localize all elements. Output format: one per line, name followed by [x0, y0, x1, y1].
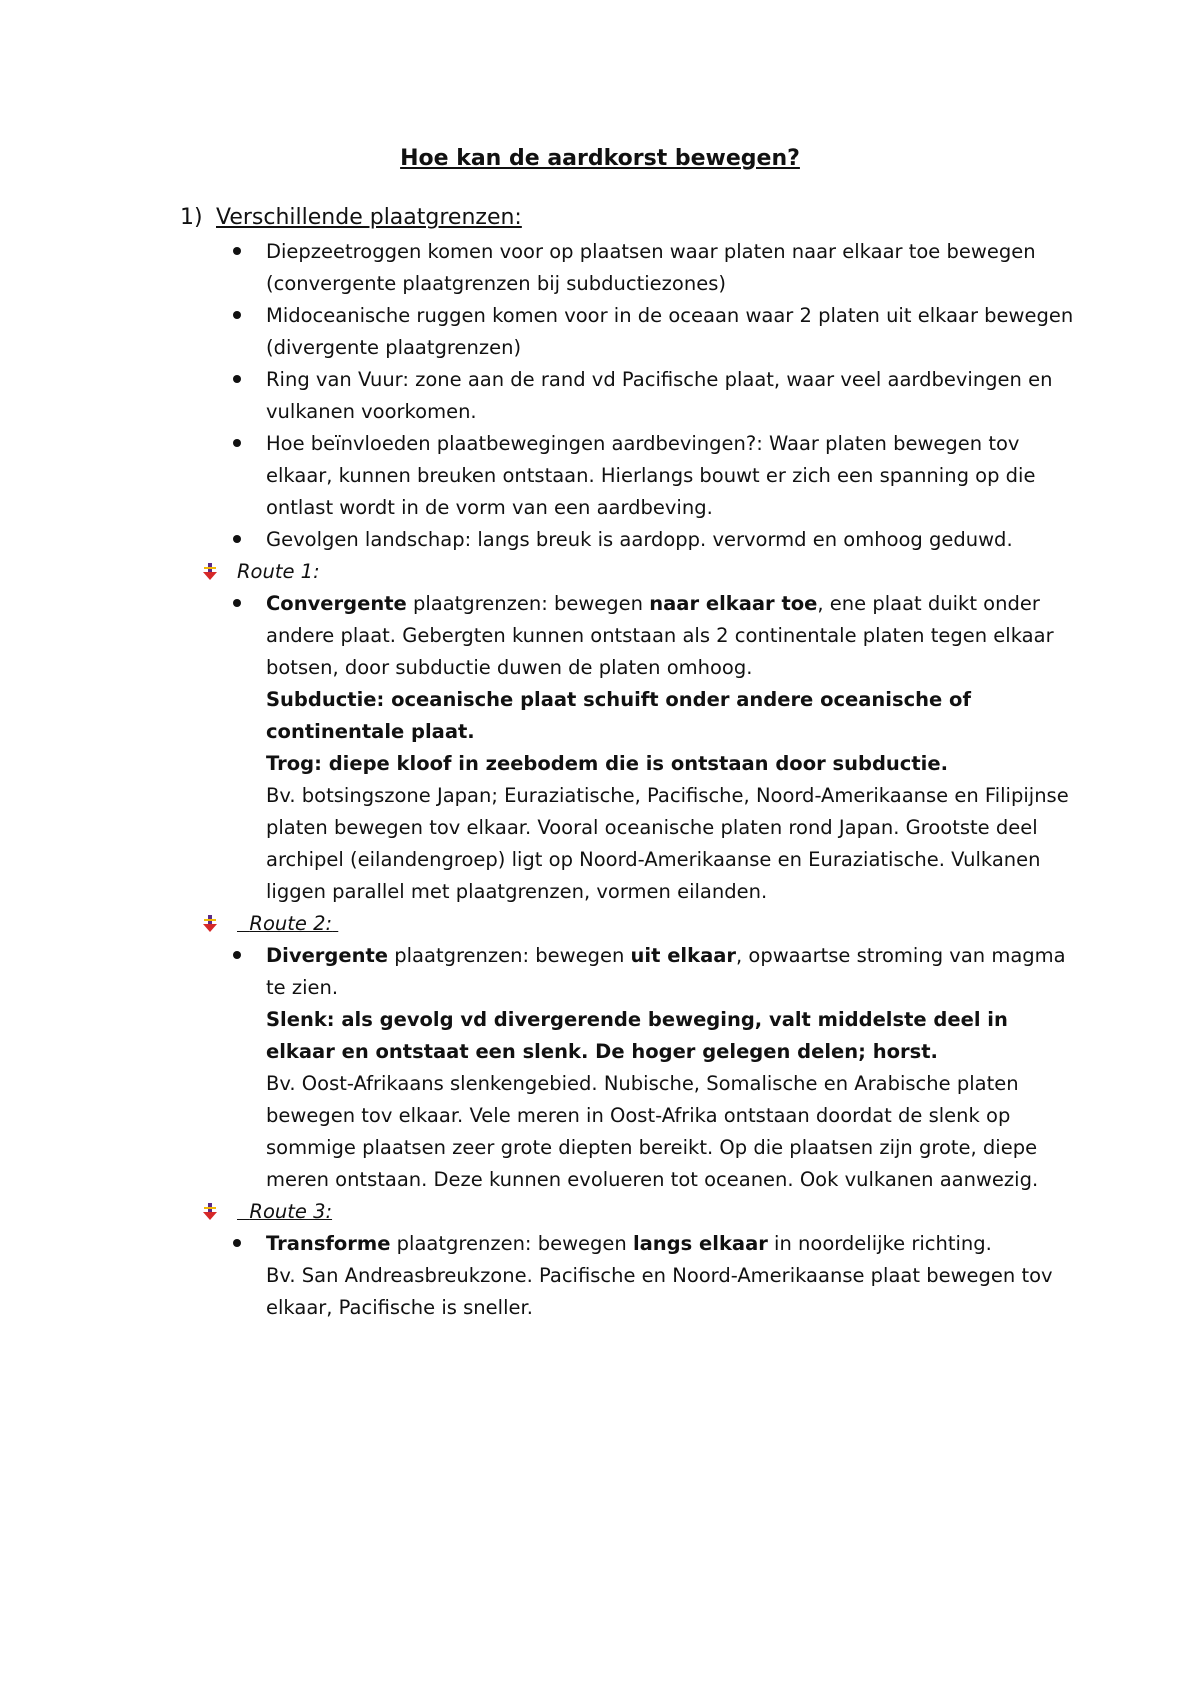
route-1-heading: [0, 556, 1200, 588]
route-2-list: [0, 940, 1076, 1196]
route-1-bold: naar elkaar toe: [649, 592, 818, 615]
list-item: [266, 428, 1076, 524]
bullet-text: Diepzeetroggen komen voor op plaatsen waar platen naar elkaar toe bewegen (convergente plaatgrenzen bij subductiezones): [266, 240, 1036, 295]
list-item: [266, 524, 1076, 556]
arrow-down-icon: [202, 563, 218, 581]
route-3-term: Transforme: [266, 1232, 391, 1255]
route-1-list: [0, 588, 1076, 908]
document-title: Hoe kan de aardkorst bewegen?: [400, 146, 800, 171]
bullet-dot-icon: [233, 247, 241, 255]
section-heading: [180, 203, 522, 233]
route-1-term: Convergente: [266, 592, 407, 615]
list-item: [266, 940, 1076, 1196]
route-2-text-a: plaatgrenzen: bewegen: [388, 944, 631, 967]
route-2-bold: uit elkaar: [630, 944, 737, 967]
list-item: [266, 1228, 1076, 1324]
route-2-text-c: , opwaartse stroming van magma te zien.: [266, 944, 1066, 999]
section-number: 1): [180, 205, 203, 230]
route-3-bold: langs elkaar: [632, 1232, 768, 1255]
route-1-example: Bv. botsingszone Japan; Euraziatische, Pacifische, Noord-Amerikaanse en Filipijnse platen bewegen tov elkaar. Vooral oceanische platen rond Japan. Grootste deel archipel (eilandengroep) ligt op Noord-Amerikaanse en Euraziatische. Vulkanen liggen parallel met plaatgrenzen, vormen eilanden.: [266, 784, 1069, 903]
list-item: [266, 300, 1076, 364]
route-1-definition-trog: Trog: diepe kloof in zeebodem die is ontstaan door subductie.: [266, 752, 948, 775]
route-2-example: Bv. Oost-Afrikaans slenkengebied. Nubische, Somalische en Arabische platen bewegen tov elkaar. Vele meren in Oost-Afrika ontstaan doordat de slenk op sommige plaatsen zeer grote diepten bereikt. Op die plaatsen zijn grote, diepe meren ontstaan. Deze kunnen evolueren tot oceanen. Ook vulkanen aanwezig.: [266, 1072, 1039, 1191]
bullet-list-general: [0, 236, 1076, 556]
bullet-dot-icon: [233, 311, 241, 319]
route-3-text-c: in noordelijke richting.: [767, 1232, 992, 1255]
route-3-label: Route 3:: [249, 1200, 333, 1223]
bullet-text: Ring van Vuur: zone aan de rand vd Pacifische plaat, waar veel aardbevingen en vulkanen voorkomen.: [266, 368, 1053, 423]
route-2-heading: [0, 908, 1200, 940]
route-2-definition-slenk: Slenk: als gevolg vd divergerende beweging, valt middelste deel in elkaar en ontstaat een slenk. De hoger gelegen delen; horst.: [266, 1008, 1008, 1063]
route-1-text-c: , ene plaat duikt onder andere plaat. Gebergten kunnen ontstaan als 2 continentale platen tegen elkaar botsen, door subductie duwen de platen omhoog.: [266, 592, 1054, 679]
list-item: [266, 588, 1076, 908]
route-1-definition-subductie: Subductie: oceanische plaat schuift onder andere oceanische of continentale plaat.: [266, 688, 971, 743]
bullet-dot-icon: [233, 1239, 241, 1247]
bullet-dot-icon: [233, 599, 241, 607]
list-item: [266, 364, 1076, 428]
bullet-dot-icon: [233, 951, 241, 959]
route-1-text-a: plaatgrenzen: bewegen: [406, 592, 650, 615]
arrow-down-icon: [202, 915, 218, 933]
route-3-list: [0, 1228, 1076, 1324]
bullet-dot-icon: [233, 439, 241, 447]
bullet-text: Gevolgen landschap: langs breuk is aardopp. vervormd en omhoog geduwd.: [266, 528, 1013, 551]
route-2-term: Divergente: [266, 944, 389, 967]
arrow-down-icon: [202, 1203, 218, 1221]
bullet-text: Hoe beïnvloeden plaatbewegingen aardbevingen?: Waar platen bewegen tov elkaar, kunnen breuken ontstaan. Hierlangs bouwt er zich een spanning op die ontlast wordt in de vorm van een aardbeving.: [266, 432, 1036, 519]
route-1-label: Route 1:: [237, 560, 320, 583]
section-heading-text: Verschillende plaatgrenzen:: [216, 205, 522, 230]
route-3-text-a: plaatgrenzen: bewegen: [390, 1232, 633, 1255]
list-item: [266, 236, 1076, 300]
bullet-text: Midoceanische ruggen komen voor in de oceaan waar 2 platen uit elkaar bewegen (divergente plaatgrenzen): [266, 304, 1074, 359]
route-3-heading: [0, 1196, 1200, 1228]
bullet-dot-icon: [233, 375, 241, 383]
route-2-label: Route 2:: [249, 912, 333, 935]
document-body: [0, 236, 1200, 1324]
route-3-example: Bv. San Andreasbreukzone. Pacifische en Noord-Amerikaanse plaat bewegen tov elkaar, Pacifische is sneller.: [266, 1264, 1053, 1319]
bullet-dot-icon: [233, 535, 241, 543]
